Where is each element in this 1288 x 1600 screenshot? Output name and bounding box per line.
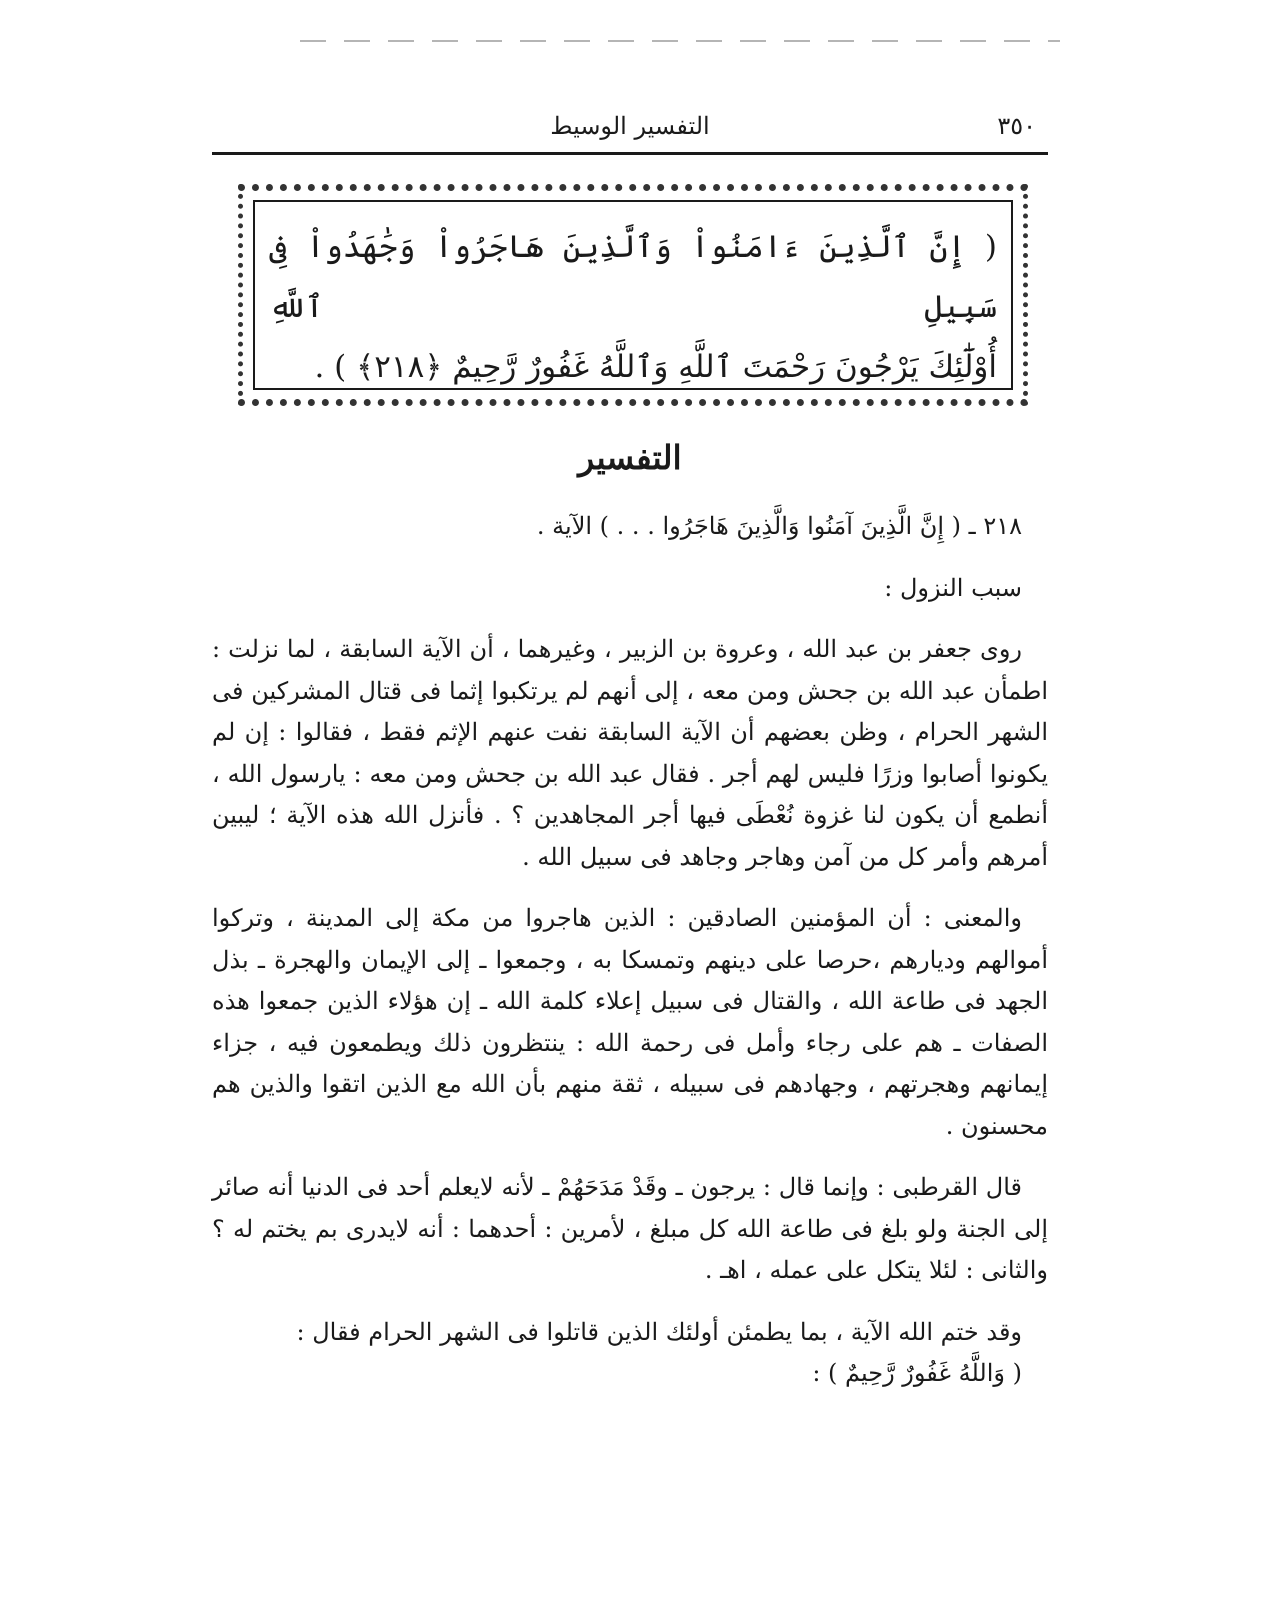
commentary-body: [212, 506, 1048, 1395]
ayah-reference: ٢١٨ ـ ( إِنَّ الَّذِينَ آمَنُوا وَالَّذِينَ هَاجَرُوا . . . ) الآية .: [536, 512, 1022, 540]
quran-verse: [269, 217, 997, 397]
paragraph-3: قال القرطبى : وإنما قال : يرجون ـ وقَدْ مَدَحَهُمْ ـ لأنه لايعلم أحد فى الدنيا أنه صائر إلى الجنة ولو بلغ فى طاعة الله كل مبلغ ، لأمرين : أحدهما : أنه لايدرى بم يختم له ؟ والثانى : لئلا يتكل على عمله ، اهـ .: [212, 1173, 1048, 1284]
page-header: [212, 108, 1048, 155]
sabab-heading: سبب النزول :: [884, 573, 1022, 602]
paragraph-1: روى جعفر بن عبد الله ، وعروة بن الزبير ، وغيرهما ، أن الآية السابقة ، لما نزلت : اطمأن عبد الله بن جحش ومن معه ، إلى أنهم لم يرتكبوا إثما فى قتال المشركين فى الشهر الحرام ، وظن بعضهم أن الآية السابقة نفت عنهم الإثم فقط ، فقالوا : إن لم يكونوا أصابوا وزرًا فليس لهم أجر . فقال عبد الله بن جحش ومن معه : يارسول الله ، أنطمع أن يكون لنا غزوة نُعْطَى فيها أجر المجاهدين ؟ . فأنزل الله هذه الآية ؛ ليبين أمرهم وأمر كل من آمن وهاجر وجاهد فى سبيل الله .: [212, 635, 1048, 871]
verse-line-2: أُوْلَٰٓئِكَ يَرْجُونَ رَحْمَتَ ٱللَّهِ وَٱللَّهُ غَفُورٌ رَّحِيمٌ ﴿٢١٨﴾ ) .: [314, 349, 997, 385]
book-title: التفسير الوسيط: [550, 112, 710, 140]
paragraph-4: وقد ختم الله الآية ، بما يطمئن أولئك الذين قاتلوا فى الشهر الحرام فقال :: [296, 1317, 1022, 1346]
section-title: التفسير: [578, 438, 682, 477]
page-number: ٣٥٠: [997, 112, 1036, 140]
book-page: [212, 0, 1048, 1600]
paragraph-4-quote: ( وَاللَّهُ غَفُورٌ رَّحِيمٌ ) :: [812, 1359, 1022, 1387]
verse-line-1: ( إِنَّ ٱلَّذِينَ ءَامَنُواْ وَٱلَّذِينَ هَاجَرُواْ وَجَٰهَدُواْ فِى سَبِيلِ ٱللَّهِ: [269, 229, 997, 325]
paragraph-2: والمعنى : أن المؤمنين الصادقين : الذين هاجروا من مكة إلى المدينة ، وتركوا أموالهم وديارهم ،حرصا على دينهم وتمسكا به ، وجمعوا ـ إلى الإيمان والهجرة ـ بذل الجهد فى طاعة الله ، والقتال فى سبيل إعلاء كلمة الله ـ إن هؤلاء الذين جمعوا هذه الصفات ـ هم على رجاء وأمل فى رحمة الله : ينتظرون ذلك ويطمعون فيه ، جزاء إيمانهم وهجرتهم ، وجهادهم فى سبيله ، ثقة منهم بأن الله مع الذين اتقوا والذين هم محسنون .: [212, 904, 1048, 1140]
verse-frame: [238, 184, 1028, 406]
